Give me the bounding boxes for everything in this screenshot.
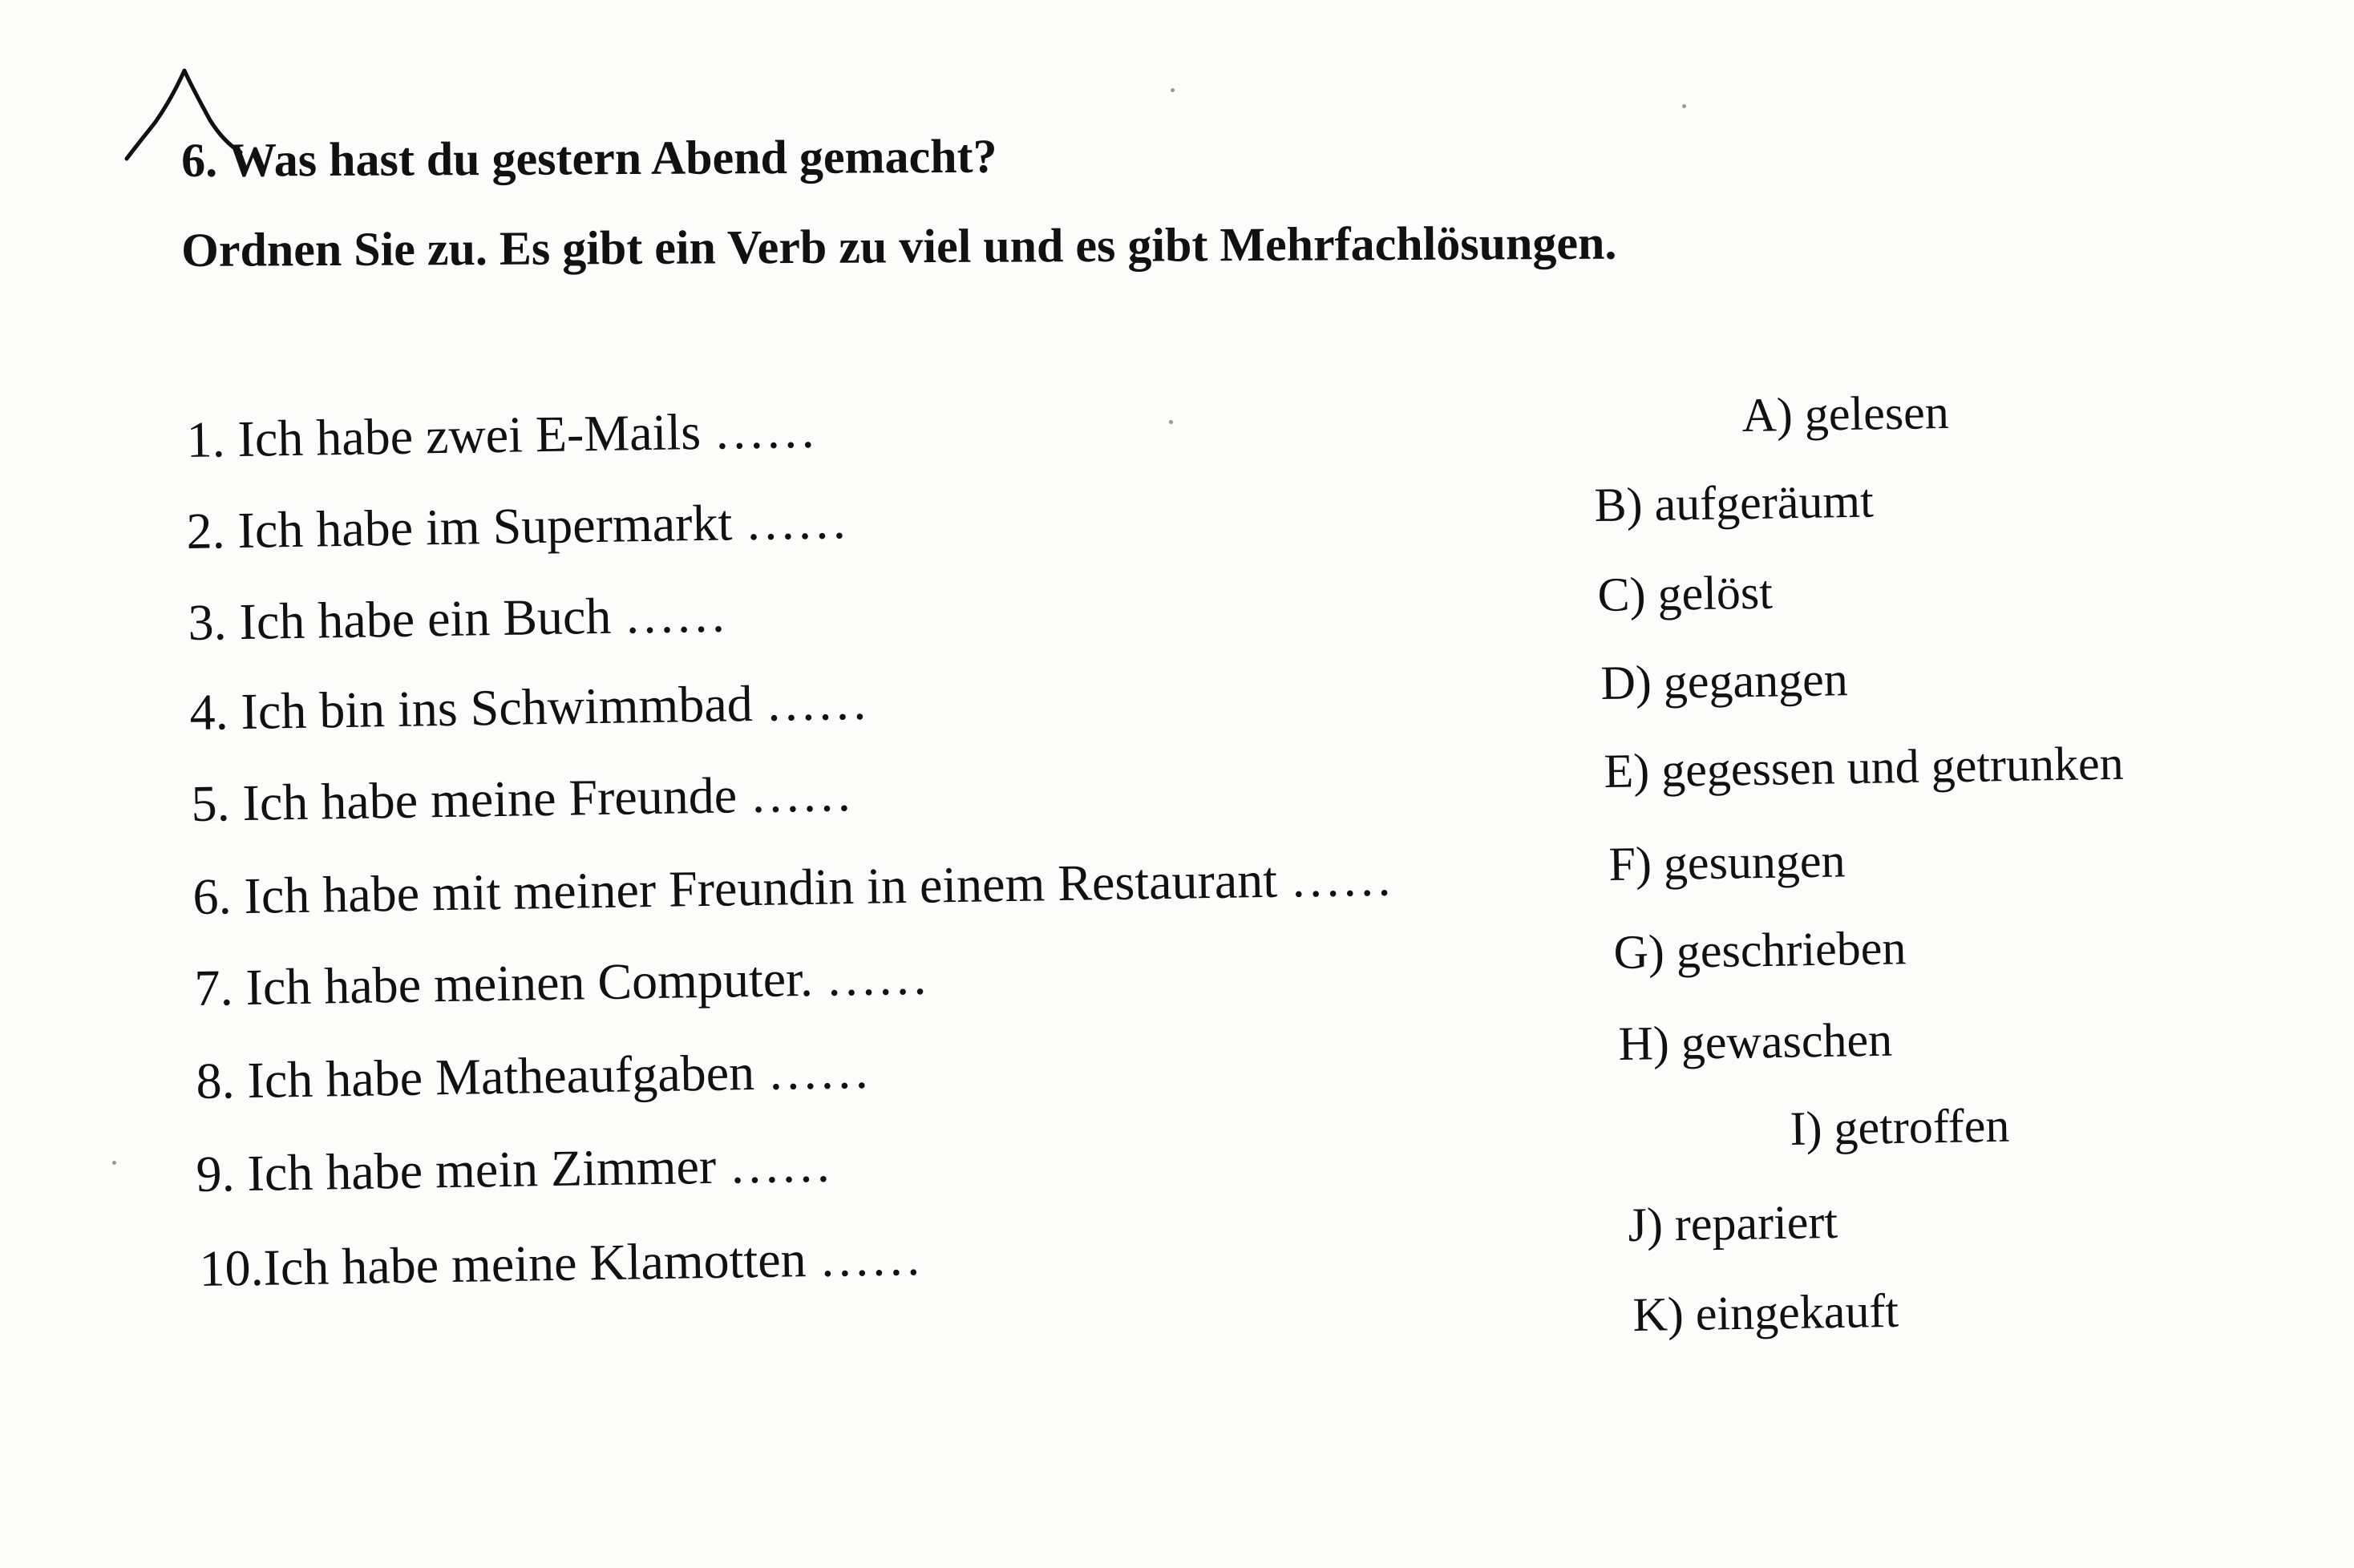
answer-i: I) getroffen: [1790, 1098, 2010, 1155]
answer-d: D) gegangen: [1600, 653, 1849, 709]
sentence-7: 7. Ich habe meinen Computer. ……: [194, 948, 929, 1016]
answer-g: G) geschrieben: [1613, 921, 1907, 979]
answer-k: K) eingekauft: [1632, 1283, 1899, 1341]
answer-e: E) gegessen und getrunken: [1604, 736, 2125, 798]
sentence-9: 9. Ich habe mein Zimmer ……: [196, 1135, 832, 1202]
sentence-1: 1. Ich habe zwei E-Mails ……: [186, 401, 817, 468]
answer-a: A) gelesen: [1741, 385, 1950, 442]
paper-speck: [1171, 88, 1175, 92]
sentence-6: 6. Ich habe mit meiner Freundin in einem Restaurant ……: [192, 849, 1393, 925]
sentence-10: 10.Ich habe meine Klamotten ……: [199, 1228, 923, 1297]
sentence-4: 4. Ich bin ins Schwimmbad ……: [189, 673, 869, 741]
answer-b: B) aufgeräumt: [1594, 474, 1875, 531]
sentence-8: 8. Ich habe Matheaufgaben ……: [196, 1041, 871, 1109]
answer-f: F) gesungen: [1608, 834, 1846, 891]
paper-speck: [112, 1161, 116, 1165]
answer-j: J) repariert: [1628, 1194, 1838, 1251]
sentence-3: 3. Ich habe ein Buch ……: [188, 585, 727, 651]
sentence-2: 2. Ich habe im Supermarkt ……: [186, 492, 848, 560]
paper-speck: [1169, 420, 1173, 424]
paper-speck: [1682, 104, 1686, 108]
sentence-5: 5. Ich habe meine Freunde ……: [191, 765, 853, 832]
answer-c: C) gelöst: [1597, 565, 1774, 621]
exercise-title: 6. Was hast du gestern Abend gemacht?: [181, 129, 997, 187]
answer-h: H) gewaschen: [1618, 1012, 1893, 1070]
exercise-instruction: Ordnen Sie zu. Es gibt ein Verb zu viel und es gibt Mehrfachlösungen.: [181, 216, 1617, 277]
